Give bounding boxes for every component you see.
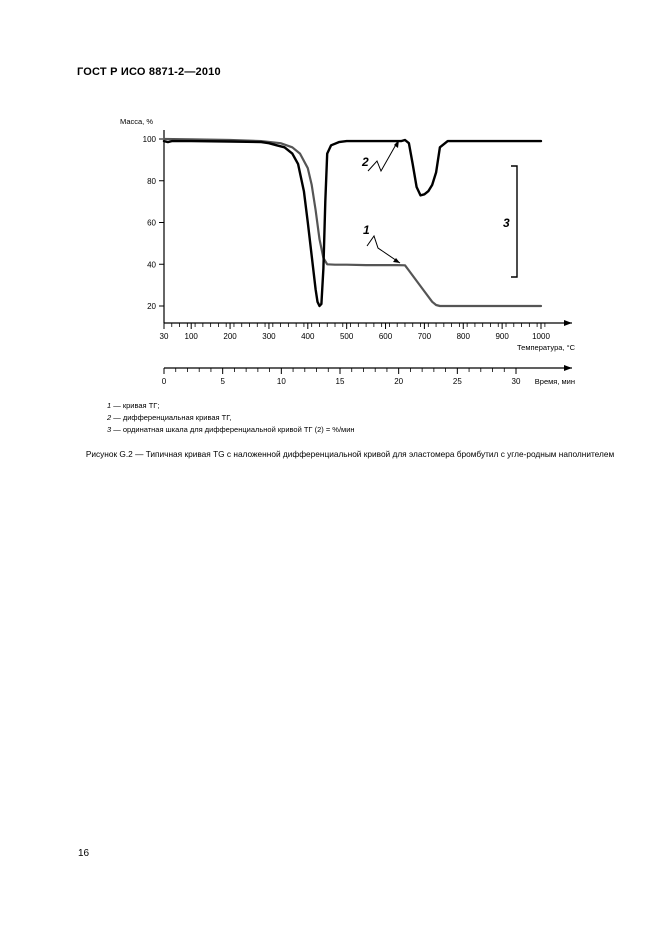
legend-text: — ординатная шкала для дифференциальной кривой ТГ (2) = %/мин — [111, 425, 355, 434]
legend-num: 3 — [107, 425, 112, 434]
legend-text: — дифференциальная кривая ТГ, — [111, 413, 232, 422]
time-tick-label: 0 — [161, 377, 167, 386]
y-tick-label: 40 — [147, 260, 156, 270]
time-tick-label: 20 — [394, 377, 404, 386]
x-tick-label: 200 — [223, 332, 237, 341]
legend-item-1 — [107, 400, 355, 412]
plot-area — [120, 117, 576, 386]
scale-3-label: 3 — [503, 216, 510, 230]
time-tick-label: 15 — [335, 377, 345, 386]
time-axis-arrow — [564, 365, 572, 371]
x-tick-label: 900 — [495, 332, 509, 341]
series-line-1 — [164, 139, 541, 306]
figure-legend — [107, 400, 355, 436]
time-tick-label: 25 — [452, 377, 462, 386]
y-axis-label: Масса, % — [120, 117, 154, 126]
x-tick-label: 700 — [417, 332, 432, 341]
y-tick-label: 80 — [147, 176, 156, 186]
curve-1-label: 1 — [363, 223, 370, 237]
x-tick-label: 300 — [262, 332, 276, 341]
x-axis-arrow — [564, 320, 572, 326]
series-line-2 — [164, 140, 541, 306]
legend-item-2 — [107, 412, 355, 424]
legend-item-3 — [107, 424, 355, 436]
time-tick-label: 10 — [276, 377, 286, 386]
scale-3-bracket — [511, 166, 517, 277]
x-axis-label: Температура, °C — [516, 343, 575, 352]
curve-2-leader — [368, 141, 398, 171]
time-axis-label: Время, мин — [534, 377, 575, 386]
y-tick-label: 60 — [147, 218, 156, 228]
figure-caption: Рисунок G.2 — Типичная кривая TG с наложенной дифференциальной кривой для эластомера бромбутил с угле-родным наполнителем — [85, 449, 615, 459]
legend-text: — кривая ТГ; — [111, 401, 160, 410]
x-tick-label: 500 — [339, 332, 354, 341]
page-number: 16 — [78, 848, 90, 859]
legend-num: 2 — [107, 413, 112, 422]
curve-1-leader — [367, 236, 400, 263]
x-tick-label: 600 — [378, 332, 393, 341]
curve-2-label: 2 — [362, 155, 369, 169]
x-tick-label: 30 — [159, 332, 169, 341]
x-tick-label: 800 — [456, 332, 470, 341]
x-tick-label: 100 — [184, 332, 198, 341]
time-tick-label: 5 — [220, 377, 225, 386]
y-tick-label: 20 — [147, 302, 156, 311]
x-tick-label: 1000 — [532, 332, 550, 341]
document-header: ГОСТ Р ИСО 8871-2—2010 — [77, 66, 221, 78]
time-tick-label: 30 — [511, 377, 521, 386]
tg-chart — [0, 0, 661, 400]
x-tick-label: 400 — [301, 332, 315, 341]
y-tick-label: 100 — [142, 135, 156, 144]
legend-num: 1 — [107, 401, 112, 410]
